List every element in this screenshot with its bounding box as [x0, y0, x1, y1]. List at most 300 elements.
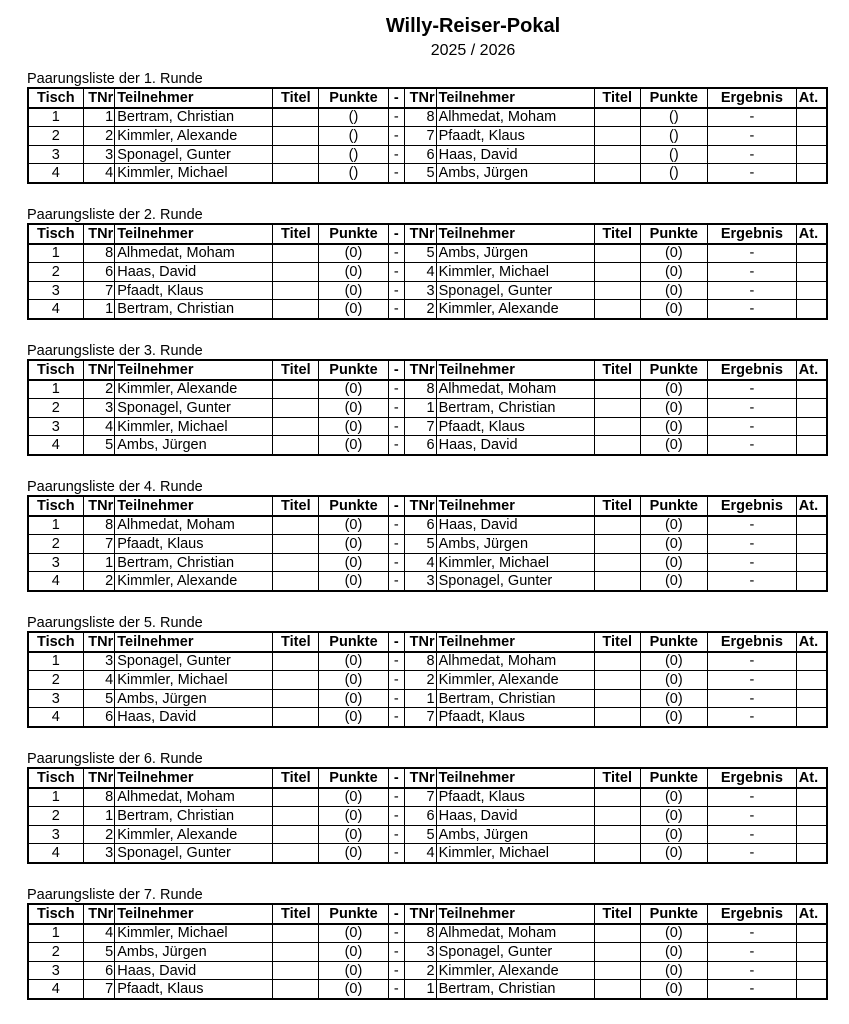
col-header-points-1: Punkte	[319, 632, 388, 652]
cell-participant-2: Bertram, Christian	[436, 980, 594, 999]
pairing-table	[27, 359, 828, 456]
cell-participant-2: Sponagel, Gunter	[436, 572, 594, 591]
cell-result: -	[708, 572, 797, 591]
cell-tnr-1: 1	[83, 108, 115, 127]
cell-result: -	[708, 164, 797, 183]
cell-participant-2: Sponagel, Gunter	[436, 943, 594, 962]
round-7-block	[27, 888, 828, 1000]
cell-participant-2: Ambs, Jürgen	[436, 164, 594, 183]
cell-points-1: (0)	[319, 807, 388, 826]
table-row	[28, 516, 827, 535]
cell-tnr-1: 6	[83, 961, 115, 980]
cell-tnr-1: 8	[83, 244, 115, 263]
cell-tnr-2: 2	[404, 671, 436, 690]
cell-separator: -	[388, 164, 404, 183]
col-header-participant-1: Teilnehmer	[115, 768, 273, 788]
table-row	[28, 961, 827, 980]
cell-title-2	[594, 127, 640, 146]
cell-title-2	[594, 164, 640, 183]
cell-at	[796, 127, 827, 146]
col-header-at: At.	[796, 224, 827, 244]
pairing-table	[27, 495, 828, 592]
cell-points-2: (0)	[640, 652, 707, 671]
cell-title-2	[594, 553, 640, 572]
cell-tnr-1: 1	[83, 300, 115, 319]
cell-tnr-1: 2	[83, 825, 115, 844]
col-header-at: At.	[796, 360, 827, 380]
cell-participant-2: Haas, David	[436, 145, 594, 164]
cell-tnr-1: 2	[83, 572, 115, 591]
cell-tnr-2: 8	[404, 108, 436, 127]
cell-at	[796, 380, 827, 399]
col-header-separator: -	[388, 904, 404, 924]
cell-title-1	[273, 380, 319, 399]
table-row	[28, 807, 827, 826]
cell-title-1	[273, 300, 319, 319]
cell-participant-1: Kimmler, Alexande	[115, 572, 273, 591]
cell-participant-2: Alhmedat, Moham	[436, 652, 594, 671]
document-title: Willy-Reiser-Pokal	[385, 15, 561, 37]
round-caption: Paarungsliste der 7. Runde	[27, 887, 203, 903]
cell-points-1: (0)	[319, 399, 388, 418]
round-3-block	[27, 344, 828, 456]
table-header-row	[28, 360, 827, 380]
cell-at	[796, 244, 827, 263]
cell-points-2: (0)	[640, 263, 707, 282]
col-header-title-2: Titel	[594, 496, 640, 516]
cell-title-2	[594, 300, 640, 319]
cell-points-2: (0)	[640, 961, 707, 980]
cell-tnr-2: 7	[404, 417, 436, 436]
cell-at	[796, 788, 827, 807]
col-header-tnr-1: TNr	[83, 768, 115, 788]
cell-result: -	[708, 436, 797, 455]
col-header-title-1: Titel	[273, 360, 319, 380]
cell-participant-2: Ambs, Jürgen	[436, 244, 594, 263]
cell-tnr-1: 8	[83, 788, 115, 807]
table-row	[28, 553, 827, 572]
cell-participant-2: Ambs, Jürgen	[436, 535, 594, 554]
col-header-points-1: Punkte	[319, 768, 388, 788]
cell-at	[796, 281, 827, 300]
cell-separator: -	[388, 436, 404, 455]
cell-tnr-2: 8	[404, 380, 436, 399]
cell-title-1	[273, 281, 319, 300]
cell-participant-2: Pfaadt, Klaus	[436, 708, 594, 727]
col-header-result: Ergebnis	[708, 88, 797, 108]
cell-participant-1: Kimmler, Michael	[115, 417, 273, 436]
cell-title-1	[273, 417, 319, 436]
cell-at	[796, 652, 827, 671]
col-header-tnr-1: TNr	[83, 88, 115, 108]
cell-title-2	[594, 108, 640, 127]
cell-tnr-1: 2	[83, 380, 115, 399]
cell-participant-1: Sponagel, Gunter	[115, 145, 273, 164]
cell-participant-1: Ambs, Jürgen	[115, 689, 273, 708]
cell-tnr-2: 2	[404, 961, 436, 980]
cell-separator: -	[388, 417, 404, 436]
cell-tisch: 4	[28, 708, 83, 727]
cell-points-2: (0)	[640, 708, 707, 727]
cell-participant-1: Pfaadt, Klaus	[115, 535, 273, 554]
cell-tnr-2: 6	[404, 807, 436, 826]
cell-tnr-2: 7	[404, 127, 436, 146]
cell-separator: -	[388, 281, 404, 300]
cell-at	[796, 825, 827, 844]
col-header-separator: -	[388, 496, 404, 516]
cell-title-1	[273, 553, 319, 572]
cell-result: -	[708, 417, 797, 436]
cell-separator: -	[388, 516, 404, 535]
cell-points-1: ()	[319, 164, 388, 183]
cell-tnr-1: 6	[83, 263, 115, 282]
cell-tnr-2: 4	[404, 263, 436, 282]
col-header-tnr-2: TNr	[404, 224, 436, 244]
round-caption: Paarungsliste der 5. Runde	[27, 615, 203, 631]
table-row	[28, 671, 827, 690]
cell-title-1	[273, 244, 319, 263]
cell-separator: -	[388, 689, 404, 708]
col-header-tisch: Tisch	[28, 768, 83, 788]
cell-points-1: (0)	[319, 980, 388, 999]
col-header-points-2: Punkte	[640, 224, 707, 244]
cell-participant-2: Kimmler, Michael	[436, 553, 594, 572]
cell-participant-2: Sponagel, Gunter	[436, 281, 594, 300]
col-header-participant-1: Teilnehmer	[115, 496, 273, 516]
cell-title-2	[594, 961, 640, 980]
col-header-result: Ergebnis	[708, 360, 797, 380]
cell-tnr-2: 7	[404, 708, 436, 727]
table-row	[28, 399, 827, 418]
pairing-table	[27, 87, 828, 184]
cell-tisch: 2	[28, 807, 83, 826]
cell-title-2	[594, 417, 640, 436]
cell-at	[796, 844, 827, 863]
col-header-participant-2: Teilnehmer	[436, 496, 594, 516]
cell-title-1	[273, 535, 319, 554]
cell-result: -	[708, 825, 797, 844]
col-header-tisch: Tisch	[28, 360, 83, 380]
cell-tnr-2: 5	[404, 535, 436, 554]
col-header-tnr-2: TNr	[404, 768, 436, 788]
cell-tnr-2: 5	[404, 825, 436, 844]
cell-title-2	[594, 572, 640, 591]
cell-tnr-2: 6	[404, 145, 436, 164]
col-header-tisch: Tisch	[28, 632, 83, 652]
cell-participant-2: Alhmedat, Moham	[436, 924, 594, 943]
cell-participant-2: Haas, David	[436, 436, 594, 455]
col-header-points-1: Punkte	[319, 224, 388, 244]
cell-title-2	[594, 399, 640, 418]
cell-title-2	[594, 652, 640, 671]
cell-tisch: 1	[28, 924, 83, 943]
col-header-points-2: Punkte	[640, 88, 707, 108]
cell-points-2: (0)	[640, 535, 707, 554]
col-header-tnr-2: TNr	[404, 632, 436, 652]
cell-title-1	[273, 807, 319, 826]
cell-points-1: (0)	[319, 961, 388, 980]
col-header-participant-2: Teilnehmer	[436, 632, 594, 652]
cell-result: -	[708, 380, 797, 399]
cell-separator: -	[388, 825, 404, 844]
round-1-block	[27, 72, 828, 184]
col-header-participant-1: Teilnehmer	[115, 632, 273, 652]
cell-result: -	[708, 281, 797, 300]
cell-tnr-2: 3	[404, 572, 436, 591]
pairing-table	[27, 223, 828, 320]
cell-points-2: (0)	[640, 436, 707, 455]
col-header-title-2: Titel	[594, 360, 640, 380]
cell-tisch: 2	[28, 671, 83, 690]
cell-at	[796, 708, 827, 727]
cell-title-1	[273, 788, 319, 807]
cell-points-1: (0)	[319, 516, 388, 535]
cell-points-1: (0)	[319, 436, 388, 455]
cell-tnr-2: 5	[404, 164, 436, 183]
cell-at	[796, 399, 827, 418]
cell-title-2	[594, 516, 640, 535]
cell-tnr-1: 4	[83, 671, 115, 690]
col-header-tnr-2: TNr	[404, 904, 436, 924]
cell-result: -	[708, 145, 797, 164]
col-header-points-2: Punkte	[640, 360, 707, 380]
cell-tnr-1: 8	[83, 516, 115, 535]
cell-result: -	[708, 807, 797, 826]
table-row	[28, 943, 827, 962]
cell-tisch: 1	[28, 516, 83, 535]
round-caption: Paarungsliste der 3. Runde	[27, 343, 203, 359]
cell-tisch: 2	[28, 535, 83, 554]
cell-title-1	[273, 825, 319, 844]
cell-tisch: 3	[28, 961, 83, 980]
cell-tnr-2: 1	[404, 689, 436, 708]
cell-tnr-1: 4	[83, 417, 115, 436]
cell-result: -	[708, 980, 797, 999]
col-header-separator: -	[388, 360, 404, 380]
cell-tnr-1: 7	[83, 980, 115, 999]
table-row	[28, 535, 827, 554]
table-row	[28, 244, 827, 263]
col-header-title-1: Titel	[273, 496, 319, 516]
cell-participant-1: Bertram, Christian	[115, 553, 273, 572]
round-2-block	[27, 208, 828, 320]
cell-tisch: 1	[28, 380, 83, 399]
cell-separator: -	[388, 572, 404, 591]
cell-participant-1: Sponagel, Gunter	[115, 652, 273, 671]
cell-participant-2: Kimmler, Michael	[436, 263, 594, 282]
table-header-row	[28, 496, 827, 516]
cell-points-2: ()	[640, 127, 707, 146]
cell-participant-1: Haas, David	[115, 263, 273, 282]
col-header-result: Ergebnis	[708, 904, 797, 924]
cell-result: -	[708, 652, 797, 671]
cell-separator: -	[388, 300, 404, 319]
cell-tnr-1: 2	[83, 127, 115, 146]
cell-participant-1: Kimmler, Alexande	[115, 380, 273, 399]
col-header-tisch: Tisch	[28, 224, 83, 244]
cell-points-1: (0)	[319, 300, 388, 319]
cell-points-2: (0)	[640, 516, 707, 535]
cell-tnr-2: 5	[404, 244, 436, 263]
table-row	[28, 263, 827, 282]
cell-tisch: 4	[28, 572, 83, 591]
round-caption: Paarungsliste der 2. Runde	[27, 207, 203, 223]
cell-participant-2: Pfaadt, Klaus	[436, 127, 594, 146]
cell-result: -	[708, 127, 797, 146]
cell-participant-1: Haas, David	[115, 961, 273, 980]
cell-result: -	[708, 961, 797, 980]
cell-title-1	[273, 689, 319, 708]
cell-points-1: (0)	[319, 788, 388, 807]
col-header-at: At.	[796, 768, 827, 788]
table-header-row	[28, 768, 827, 788]
cell-participant-2: Haas, David	[436, 807, 594, 826]
cell-tnr-2: 4	[404, 553, 436, 572]
cell-participant-1: Sponagel, Gunter	[115, 399, 273, 418]
cell-points-1: (0)	[319, 380, 388, 399]
table-row	[28, 980, 827, 999]
cell-points-1: ()	[319, 108, 388, 127]
cell-title-2	[594, 807, 640, 826]
cell-points-1: (0)	[319, 244, 388, 263]
col-header-points-1: Punkte	[319, 904, 388, 924]
cell-title-2	[594, 844, 640, 863]
col-header-at: At.	[796, 88, 827, 108]
cell-separator: -	[388, 652, 404, 671]
cell-title-2	[594, 281, 640, 300]
col-header-points-2: Punkte	[640, 904, 707, 924]
cell-title-1	[273, 572, 319, 591]
cell-participant-1: Ambs, Jürgen	[115, 436, 273, 455]
cell-tnr-1: 5	[83, 943, 115, 962]
cell-tnr-2: 6	[404, 516, 436, 535]
cell-at	[796, 263, 827, 282]
cell-title-2	[594, 671, 640, 690]
col-header-at: At.	[796, 496, 827, 516]
table-row	[28, 708, 827, 727]
cell-tisch: 4	[28, 300, 83, 319]
cell-points-1: (0)	[319, 708, 388, 727]
cell-tisch: 3	[28, 281, 83, 300]
cell-title-2	[594, 535, 640, 554]
season-label: 2025 / 2026	[430, 42, 516, 59]
cell-separator: -	[388, 553, 404, 572]
cell-tnr-1: 1	[83, 553, 115, 572]
col-header-participant-2: Teilnehmer	[436, 768, 594, 788]
cell-participant-2: Alhmedat, Moham	[436, 108, 594, 127]
cell-tisch: 1	[28, 244, 83, 263]
cell-participant-1: Kimmler, Michael	[115, 164, 273, 183]
cell-tnr-1: 3	[83, 399, 115, 418]
table-row	[28, 689, 827, 708]
round-caption: Paarungsliste der 6. Runde	[27, 751, 203, 767]
cell-separator: -	[388, 788, 404, 807]
cell-title-1	[273, 516, 319, 535]
cell-title-1	[273, 127, 319, 146]
pairing-table	[27, 631, 828, 728]
cell-tnr-1: 5	[83, 436, 115, 455]
cell-participant-1: Haas, David	[115, 708, 273, 727]
cell-tisch: 1	[28, 108, 83, 127]
cell-participant-1: Kimmler, Michael	[115, 671, 273, 690]
table-row	[28, 300, 827, 319]
cell-participant-1: Pfaadt, Klaus	[115, 980, 273, 999]
col-header-tnr-1: TNr	[83, 496, 115, 516]
cell-result: -	[708, 300, 797, 319]
col-header-tnr-2: TNr	[404, 360, 436, 380]
cell-points-2: (0)	[640, 671, 707, 690]
cell-participant-1: Alhmedat, Moham	[115, 516, 273, 535]
table-row	[28, 108, 827, 127]
col-header-participant-2: Teilnehmer	[436, 360, 594, 380]
cell-participant-1: Bertram, Christian	[115, 300, 273, 319]
cell-tisch: 1	[28, 788, 83, 807]
cell-points-2: (0)	[640, 943, 707, 962]
cell-points-2: (0)	[640, 572, 707, 591]
col-header-separator: -	[388, 768, 404, 788]
col-header-tnr-1: TNr	[83, 224, 115, 244]
cell-participant-2: Bertram, Christian	[436, 689, 594, 708]
cell-participant-1: Sponagel, Gunter	[115, 844, 273, 863]
cell-title-2	[594, 380, 640, 399]
cell-at	[796, 145, 827, 164]
cell-separator: -	[388, 263, 404, 282]
cell-tisch: 3	[28, 553, 83, 572]
cell-participant-1: Kimmler, Michael	[115, 924, 273, 943]
cell-at	[796, 689, 827, 708]
cell-tisch: 2	[28, 943, 83, 962]
cell-tisch: 4	[28, 164, 83, 183]
col-header-title-1: Titel	[273, 768, 319, 788]
cell-points-1: (0)	[319, 281, 388, 300]
cell-points-2: (0)	[640, 980, 707, 999]
cell-title-2	[594, 689, 640, 708]
cell-separator: -	[388, 380, 404, 399]
cell-title-1	[273, 671, 319, 690]
table-row	[28, 844, 827, 863]
cell-tnr-2: 7	[404, 788, 436, 807]
table-header-row	[28, 224, 827, 244]
col-header-tisch: Tisch	[28, 88, 83, 108]
col-header-tnr-1: TNr	[83, 904, 115, 924]
table-row	[28, 380, 827, 399]
col-header-title-1: Titel	[273, 88, 319, 108]
col-header-participant-2: Teilnehmer	[436, 904, 594, 924]
cell-title-1	[273, 108, 319, 127]
cell-result: -	[708, 535, 797, 554]
cell-title-1	[273, 652, 319, 671]
cell-points-1: (0)	[319, 553, 388, 572]
cell-tnr-2: 3	[404, 943, 436, 962]
pairing-table	[27, 903, 828, 1000]
cell-points-1: (0)	[319, 943, 388, 962]
cell-at	[796, 671, 827, 690]
cell-tnr-1: 7	[83, 281, 115, 300]
cell-result: -	[708, 708, 797, 727]
cell-tnr-1: 3	[83, 652, 115, 671]
cell-at	[796, 807, 827, 826]
cell-participant-2: Kimmler, Alexande	[436, 300, 594, 319]
cell-participant-2: Ambs, Jürgen	[436, 825, 594, 844]
table-row	[28, 825, 827, 844]
col-header-result: Ergebnis	[708, 632, 797, 652]
cell-participant-2: Pfaadt, Klaus	[436, 788, 594, 807]
cell-tnr-2: 2	[404, 300, 436, 319]
cell-tnr-1: 3	[83, 145, 115, 164]
cell-separator: -	[388, 961, 404, 980]
cell-tnr-1: 4	[83, 924, 115, 943]
cell-points-1: (0)	[319, 652, 388, 671]
